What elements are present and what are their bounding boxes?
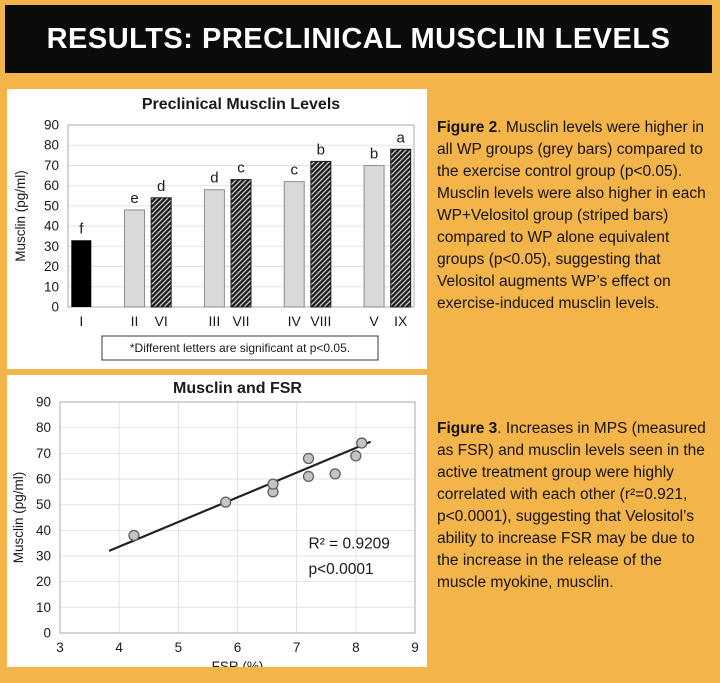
y-tick-label: 60 [43,178,59,194]
y-tick-label: 90 [35,394,51,410]
figure3-caption [437,418,715,594]
y-tick-label: 60 [35,471,51,487]
chart1-title: Preclinical Musclin Levels [141,96,341,113]
scatter-point [221,497,231,507]
x-tick-label: 8 [352,640,360,655]
bar-VII [231,180,251,307]
x-tick-label: 7 [292,640,301,655]
significance-letter: d [156,177,166,195]
y-tick-label: 0 [51,299,59,315]
x-tick-label: II [130,313,139,329]
bar-II [125,210,145,307]
y-tick-label: 20 [35,574,51,590]
scatter-point [330,469,340,479]
bar-V [364,165,384,307]
x-tick-label: VIII [310,313,332,329]
x-tick-label: VII [232,313,250,329]
y-tick-label: 80 [43,137,59,153]
preclinical-musclin-bar-chart [7,89,427,369]
y-tick-label: 20 [43,259,59,275]
scatter-point [357,438,367,448]
significance-letter: c [237,159,245,177]
significance-letter: f [79,220,84,238]
chart1-y-axis-label: Musclin (pg/ml) [13,170,28,262]
significance-letter: a [396,129,405,147]
scatter-point [351,451,361,461]
y-tick-label: 70 [35,445,51,461]
musclin-fsr-scatter-chart [7,375,427,667]
x-tick-label: I [79,313,84,329]
bar-IX [391,149,411,307]
chart2-y-axis-label: Musclin (pg/ml) [11,471,26,564]
y-tick-label: 50 [43,198,59,214]
figure3-chart-panel [7,375,427,667]
x-tick-label: III [208,313,221,329]
bar-III [204,190,224,307]
y-tick-label: 50 [35,497,51,513]
header-bar [5,5,712,73]
bar-VI [151,198,171,307]
x-tick-label: V [369,313,379,329]
y-tick-label: 80 [35,420,51,436]
y-tick-label: 10 [43,279,59,295]
scatter-point [129,530,139,540]
figure3-text: . Increases in MPS (measured as FSR) and musclin levels seen in the active treatment group were highly correlated with each other (r²=0.921, p<0.0001), suggesting that Velositol’s ability to increase FSR may be due to the increase in the release of the muscle myokine, musclin. [437,420,706,591]
x-tick-label: 6 [233,640,242,655]
y-tick-label: 0 [43,625,51,641]
figure3-label: Figure 3 [437,420,498,437]
figure2-caption [437,117,715,315]
footnote-text: *Different letters are significant at p<0.05. [129,341,351,355]
figure2-text: . Musclin levels were higher in all WP groups (grey bars) compared to the exercise control group (p<0.05). Musclin levels were also higher in each WP+Velositol group (striped bars) compared to WP alone equivalent groups (p<0.05), suggesting that Velositol augments WP’s effect on exercise-induced musclin levels. [437,119,706,312]
significance-letter: b [369,145,379,163]
annotation: R² = 0.9209 [308,535,390,553]
y-tick-label: 90 [43,117,59,133]
x-tick-label: 9 [411,640,419,655]
y-tick-label: 30 [35,548,51,564]
scatter-point [268,479,278,489]
significance-letter: e [130,189,139,207]
bar-VIII [311,161,331,307]
chart2-x-axis-label: FSR (%) [211,659,264,667]
x-tick-label: 5 [174,640,183,655]
significance-letter: c [290,161,298,179]
chart2-title: Musclin and FSR [173,380,302,397]
x-tick-label: 3 [56,640,64,655]
y-tick-label: 30 [43,238,59,254]
y-tick-label: 70 [43,157,59,173]
page-title: RESULTS: PRECLINICAL MUSCLIN LEVELS [46,22,671,55]
annotation: p<0.0001 [308,560,374,578]
significance-letter: d [210,169,219,187]
x-tick-label: VI [154,313,168,329]
y-tick-label: 40 [35,522,51,538]
y-tick-label: 10 [35,599,51,615]
x-tick-label: IV [287,313,301,329]
x-tick-label: IX [394,313,408,329]
significance-letter: b [316,141,326,159]
figure2-label: Figure 2 [437,119,498,136]
scatter-point [304,471,314,481]
bar-IV [284,182,304,307]
bar-I [71,240,91,307]
x-tick-label: 4 [115,640,123,655]
figure2-chart-panel [7,89,427,369]
scatter-point [304,453,314,463]
y-tick-label: 40 [43,218,59,234]
